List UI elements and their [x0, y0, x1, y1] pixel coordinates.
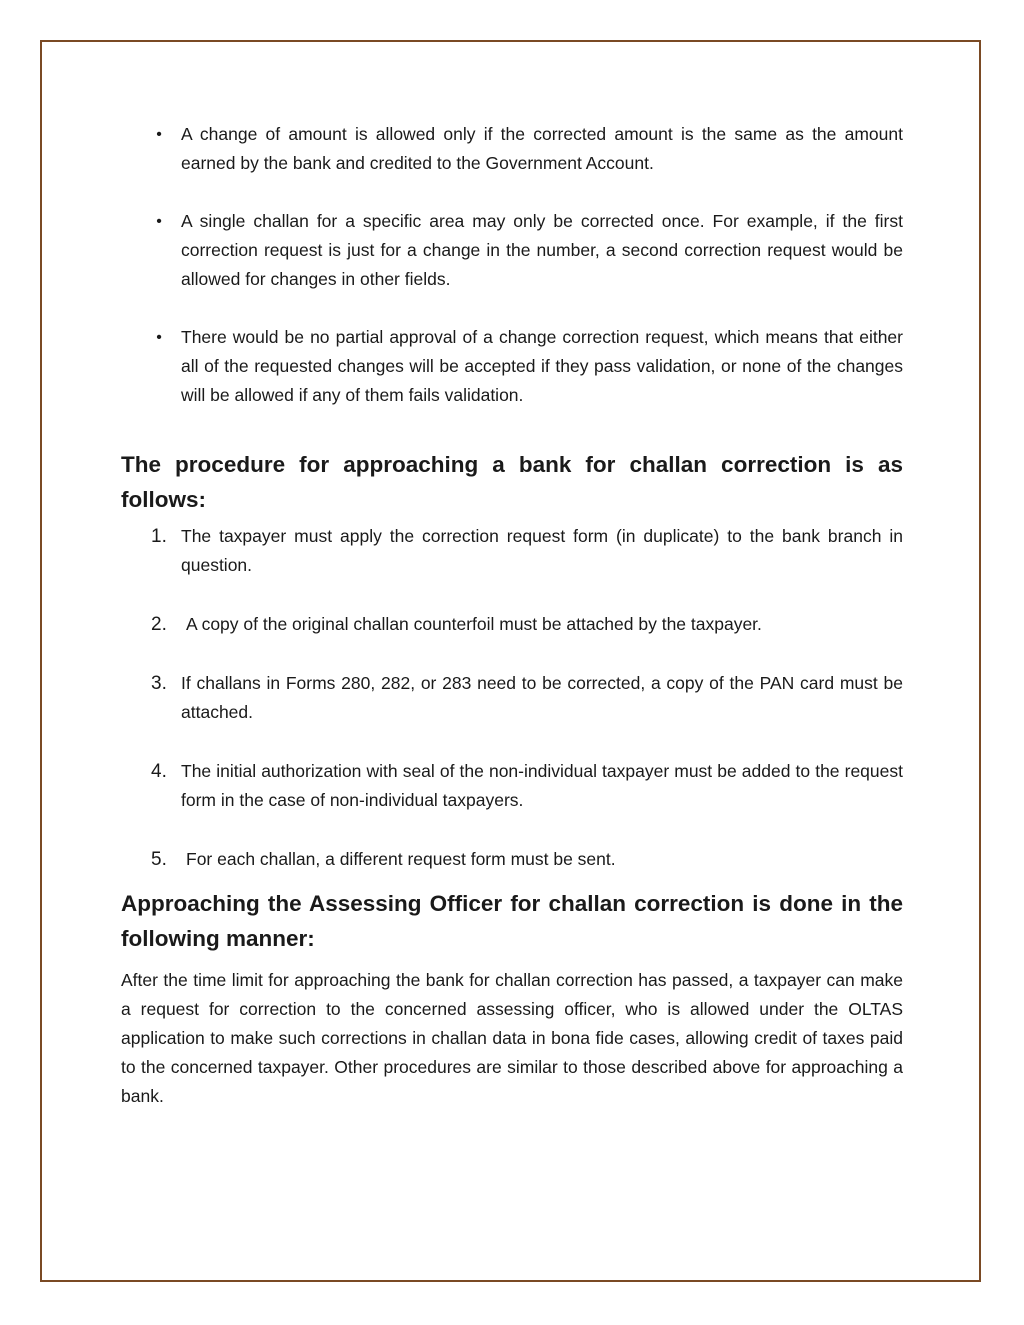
list-item: [121, 120, 903, 178]
step-text: The initial authorization with seal of the non-individual taxpayer must be added to the request form in the case of non-individual taxpayers.: [181, 761, 903, 810]
step-text: For each challan, a different request form must be sent.: [186, 849, 616, 869]
step-text: The taxpayer must apply the correction request form (in duplicate) to the bank branch in question.: [181, 526, 903, 575]
list-item-text: There would be no partial approval of a change correction request, which means that either all of the requested changes will be accepted if they pass validation, or none of the changes will be allowed if any of them fails validation.: [181, 327, 903, 405]
list-item: [121, 207, 903, 294]
bullet-icon: •: [156, 213, 162, 230]
list-item: [121, 669, 903, 727]
list-item-text: A single challan for a specific area may only be corrected once. For example, if the first correction request is just for a change in the number, a second correction request would be allowed for changes in other fields.: [181, 211, 903, 289]
bullet-icon: •: [156, 126, 162, 143]
bank-procedure-steps: [121, 522, 903, 874]
bullet-icon: •: [156, 329, 162, 346]
step-text: A copy of the original challan counterfoil must be attached by the taxpayer.: [186, 614, 762, 634]
list-item-text: A change of amount is allowed only if the corrected amount is the same as the amount earned by the bank and credited to the Government Account.: [181, 124, 903, 173]
bank-procedure-heading: The procedure for approaching a bank for challan correction is as follows:: [121, 452, 903, 512]
step-number: 1.: [151, 526, 167, 547]
officer-procedure-heading: Approaching the Assessing Officer for challan correction is done in the following manner:: [121, 891, 903, 951]
step-number: 2.: [151, 614, 167, 635]
correction-rules-list: [121, 120, 903, 410]
list-item: [121, 845, 903, 874]
list-item: [121, 610, 903, 639]
step-number: 3.: [151, 673, 167, 694]
step-text: If challans in Forms 280, 282, or 283 need to be corrected, a copy of the PAN card must be attached.: [181, 673, 903, 722]
step-number: 4.: [151, 761, 167, 782]
list-item: [121, 757, 903, 815]
officer-procedure-paragraph: After the time limit for approaching the bank for challan correction has passed, a taxpayer can make a request for correction to the concerned assessing officer, who is allowed under the OLTAS application to make such corrections in challan data in bona fide cases, allowing credit of taxes paid to the concerned taxpayer. Other procedures are similar to those described above for approaching a bank.: [121, 970, 903, 1106]
list-item: [121, 323, 903, 410]
list-item: [121, 522, 903, 580]
document-body: [121, 120, 903, 1111]
step-number: 5.: [151, 849, 167, 870]
